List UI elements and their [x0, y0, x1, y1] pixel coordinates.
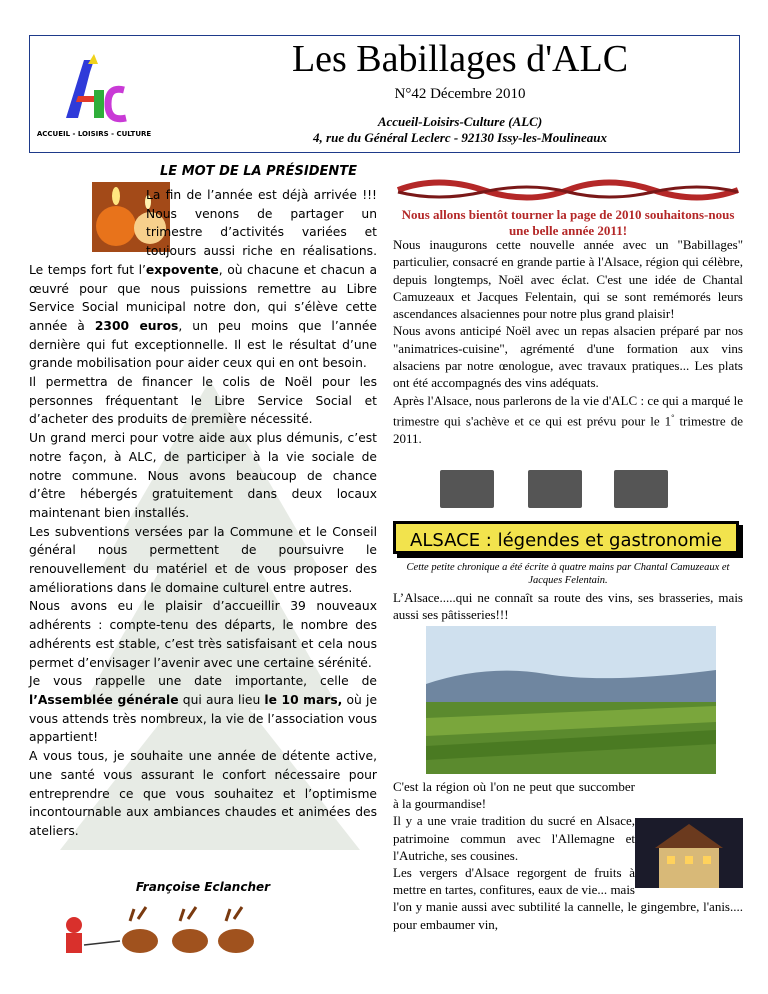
org-address: 4, rue du Général Leclerc - 92130 Issy-les-Moulineaux — [313, 130, 607, 145]
issue-number: N°42 Décembre 2010 — [394, 86, 526, 102]
message-paragraph: Je vous rappelle une date importante, celle de l’Assemblée générale qui aura lieu le 10 mars, où je vous attends très nombreux, la vie de l’association vous appartient! — [29, 674, 378, 745]
message-paragraph: La fin de l’année est déjà arrivée !!! Nous venons de partager un trimestre d’activités variées et toujours aussi riche en réalisations. Le temps fort fut l’expoventе, où chacune et chacun a œuvré pour que nous puissions remettre au Libre Service Social municipal notre don, qui s’élève cette année à 2300 euros, un peu moins que l’année dernière qui fut exceptionnelle. Il est le résultat d’une grande mobilisation pour aider ceux qui en ont besoin. — [29, 188, 377, 371]
stork-icon — [440, 470, 494, 508]
message-paragraph: Nous avons eu le plaisir d’accueillir 39 nouveaux adhérents : compte-tenu des départs, le nombre des adhérents est stable, c’est très satisfaisant et cela nous permet d’envisager l’avenir avec une certaine sérénité. — [29, 599, 377, 670]
president-message — [29, 186, 377, 841]
article-paragraph: Il y a une vraie tradition du sucré en Alsace, patrimoine commun avec l'Allemagne et l'Autriche, ses cousines. — [393, 813, 635, 863]
stork-icon — [614, 470, 668, 508]
new-year-headline: Nous allons bientôt tourner la page de 2010 souhaitons-nous une belle année 2011! — [401, 207, 735, 238]
intro-article — [393, 236, 743, 447]
alsace-house-photo — [635, 818, 743, 888]
message-paragraph: Il permettra de financer le colis de Noël pour les personnes fréquentant le Libre Service Social et d’acheter des produits de première nécessité. — [29, 375, 377, 427]
intro-paragraph: Nous avons anticipé Noël avec un repas alsacien préparé par nos "animatrices-cuisine", agrémenté d'une formation aux vins alsaciens par notre œnologue, avec travaux pratiques... Les plats ont été accompagnés des vins adéquats. — [393, 323, 743, 391]
newsletter-title: Les Babillages d'ALC — [291, 38, 629, 80]
message-paragraph: Les subventions versées par la Commune et le Conseil général nous permettent de poursuivre le renouvellement du matériel et de vous proposer des améliorations dans le domaine culturel entre autres. — [29, 524, 377, 595]
alsace-vineyard-photo — [426, 626, 716, 774]
organization-info — [180, 114, 740, 146]
photo-spacer — [29, 186, 146, 252]
signature: Françoise Eclancher — [135, 880, 271, 894]
stork-icon — [528, 470, 582, 508]
org-name: Accueil-Loisirs-Culture (ALC) — [377, 114, 543, 129]
intro-paragraph: Nous inaugurons cette nouvelle année avec un "Babillages" particulier, consacré en grande partie à l'Alsace, région qui célèbre, depuis longtemps, Noël avec éclat. C'est une idée de Chantal Camuzeaux et Jacques Felentain, qui se sont remémorés leurs ascendances alsaciennes pour notre plus grand plaisir! — [393, 237, 743, 322]
reindeer-sleigh-illustration — [60, 905, 260, 963]
alsace-article — [393, 778, 743, 933]
logo-caption: ACCUEIL - LOISIRS - CULTURE — [36, 130, 152, 138]
article-paragraph: C'est la région où l'on ne peut que succomber à la gourmandise! — [393, 779, 635, 812]
message-paragraph: Un grand merci pour votre aide aux plus démunis, c’est notre façon, à ALC, de participer à la vie sociale de notre commune. Nous avons beaucoup de chance d’être hébergés gratuitement dans deux locaux maintenant bien installés. — [29, 431, 377, 520]
alsace-section-banner: ALSACE : légendes et gastronomie — [393, 521, 739, 554]
holly-garland — [393, 170, 743, 208]
authors-credit: Cette petite chronique a été écrite à quatre mains par Chantal Camuzeaux et Jacques Felentain. — [406, 562, 730, 586]
alc-logo — [36, 50, 152, 142]
message-paragraph: A vous tous, je souhaite une année de détente active, une santé vous assurant le confort nécessaire pour entreprendre ce que vous souhaitez et l’optimisme incontournable aux ambiances chaudes et animées des ateliers. — [29, 749, 377, 838]
president-heading: LE MOT DE LA PRÉSIDENTE — [160, 164, 358, 179]
alsace-intro: L’Alsace.....qui ne connaît sa route des vins, ses brasseries, mais aussi ses pâtisseries!!! — [393, 590, 743, 622]
article-paragraph: Les vergers d'Alsace regorgent de fruits à mettre en tartes, confitures, eaux de vie... mais l'on y manie aussi avec subtilité la cannelle, le gingembre, l'anis.... pour embaumer vin, — [393, 865, 743, 932]
intro-paragraph: Après l'Alsace, nous parlerons de la vie d'ALC : ce qui a marqué le trimestre qui s'achève et ce qui est prévu pour le 1° trimestre de 2011. — [393, 392, 743, 446]
